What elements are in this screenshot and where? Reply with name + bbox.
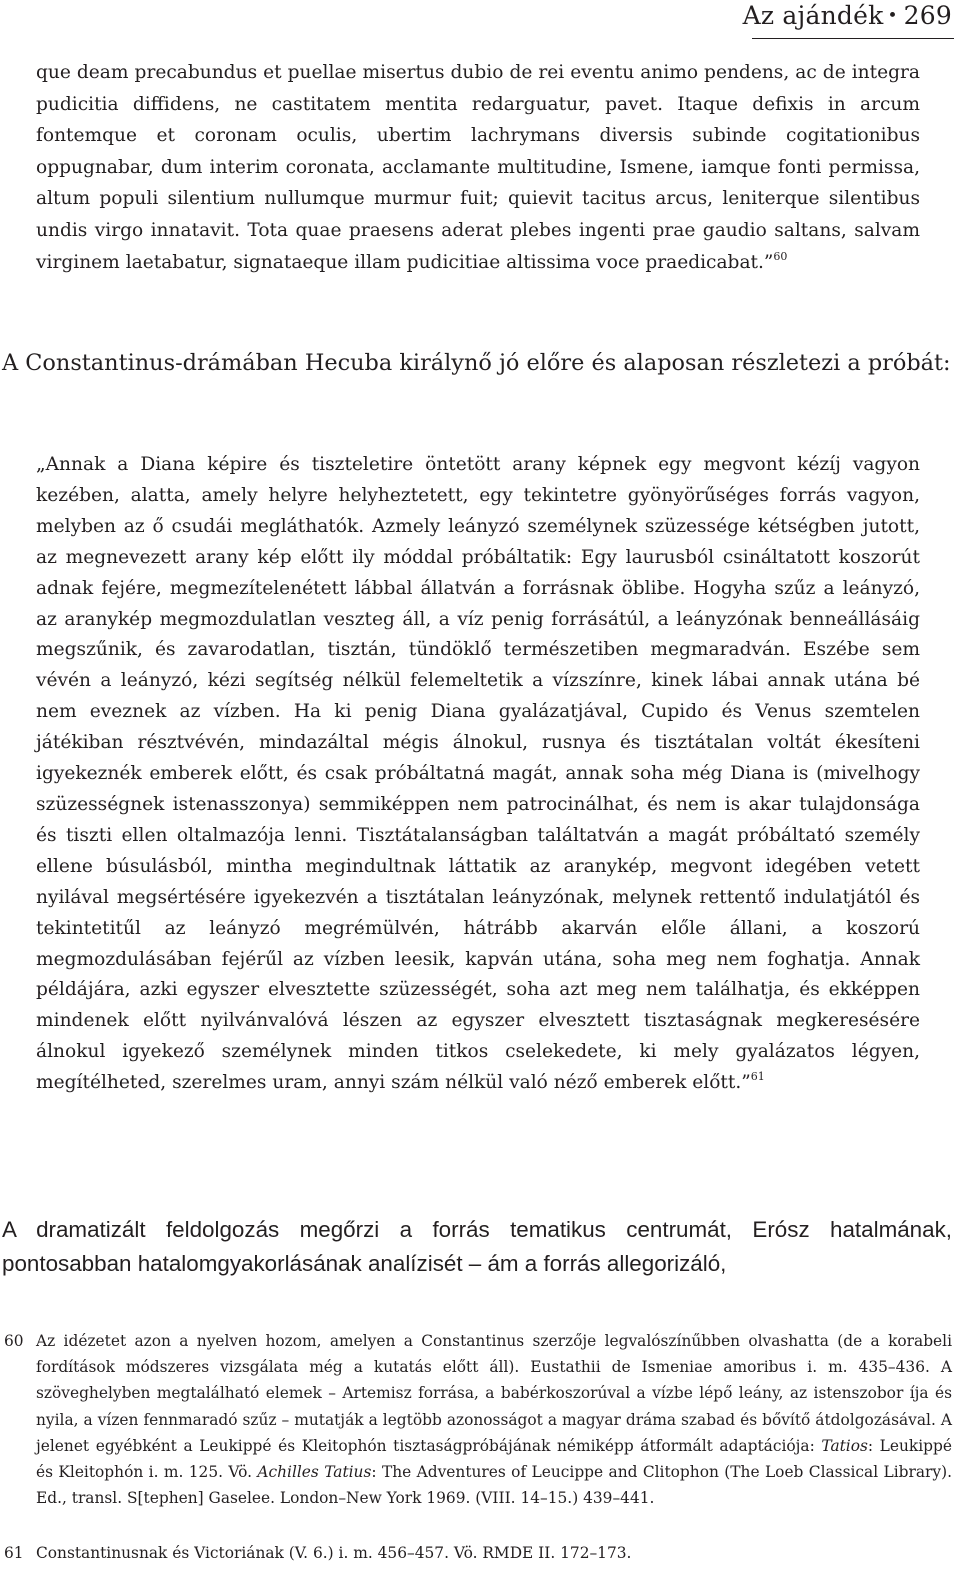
page-number: 269 [903,1,952,30]
footnote-60 [0,1328,952,1511]
section-title: Az ajándék [742,1,884,30]
footnote-text [36,1328,952,1511]
body-paragraph-1 [2,347,952,381]
header-rule [752,38,954,39]
footnote-ref-61[interactable]: 61 [750,1070,765,1084]
footnote-text-part: Az idézetet azon a nyelven hozom, amelyen a Constantinus szerzője legvalószínűbben olvashatta (de a korabeli fordítások módszeres vizsgálata még a kutatás előtt áll). Eustathii de Ismeniae amoribus i. m. 435–436. A szöveghelyben megtalálható elemek – Artemisz forrása, a babérkoszorúval a vízbe lépő leány, az istenszobor íja és nyila, a vízen fennmaradó szűz – mutatják a legtöbb azonosságot a magyar dráma szabad és bővítő átdolgozásával. A jelenet egyébként a Leukippé és Kleitophón tisztaságpróbájának némiképp átformált adaptációja: [36,1332,952,1455]
footnote-number: 60 [4,1332,24,1350]
footnote-number: 61 [4,1544,24,1562]
bullet-separator: • [887,6,898,26]
hungarian-quote-text: „Annak a Diana képire és tiszteletire öntetött arany képnek egy megvont kézíj vagyon kezében, alatta, amely helyre helyheztetett, egy tekintetre gyönyörűséges forrás vagyon, melyben az ő csudái megláthatók. Azmely leányzó személynek szüzessége kétségben jutott, az megnevezett arany kép előtt ily móddal próbáltatik: Egy laurusból csináltatott koszorút adnak fejére, megmezítelenétett lábbal állatván a forrásnak öblibe. Hogyha szűz a leányzó, az aranykép megmozdulatlan veszteg áll, a víz penig forrásátúl, a leányzónak benneállásáig megszűnik, és zavarodatlan, tisztán, tündöklő természetiben megmaradván. Eszébe sem vévén a leányzó, kézi segítség nélkül felemeltetik a vízszínre, kinek lábai annak utána bé nem eveznek az vízben. Ha ki penig Diana gyalázatjával, Cupido és Venus szemtelen játékiban résztvévén, mindazáltal mégis álnokul, rusnya és tisztátalan voltát ékesíteni igyekeznék emberek előtt, és csak próbáltatná magát, annak soha még Diana is (mivelhogy szüzességnek istenasszonya) semmiképpen nem patrocinálhat, és nem is akar tulajdonsága és tiszti ellen oltalmazója lenni. Tisztátalanságban találtatván a magát próbáltató személy ellene búsulásból, mintha megindultnak láttatik az aranykép, megvont idegében vetett nyilával megsértésére igyekezvén a tisztátalan leányzónak, melynek rettentő indulatjától és tekintetitűl az leányzó megrémülvén, hátrább akarván előle állani, a koszorú megmozdulásában fejérűl az vízben leesik, kapván utána, soha meg nem foghatja. Annak példájára, azki egyszer elvesztette szüzességét, soha azt meg nem találhatja, és ekképpen mindenek előtt nyilvánvalóvá lészen az egyszer elvesztett tisztaságnak megkeresésére álnokul igyekező személynek minden titkos cselekedete, ki mely gyalázatos légyen, megítélheted, szerelmes uram, annyi szám nélkül való néző emberek előtt.” [36,454,920,1094]
latin-quote-text: que deam precabundus et puellae misertus dubio de rei eventu animo pendens, ac de integra pudicitia diffidens, ne castitatem mentita redarguatur, pavet. Itaque defixis in arcum fontemque et coronam oculis, ubertim lachrymans diversis subinde cogitationibus oppugnabar, dum interim coronata, acclamante multitudine, Ismene, iamque fonti permissa, altum populi silentium nullumque murmur fuit; quievit tacitus arcus, leniterque silentibus undis virgo innatavit. Tota quae praesens aderat plebes ingenti prae gaudio saltans, salvam virginem laetabatur, signataeque illam pudicitiae altissima voce praedicabat.” [36,62,920,273]
hungarian-quote [36,450,920,1099]
footnote-italic-author: Achilles Tatius [257,1463,372,1482]
footnote-text-part: : The Adventures of Leucippe and Clitophon (The Loeb Classical Library). Ed., transl. S[tephen] Gaselee. London–New York 1969. (VIII. 14–15.) 439–441. [36,1463,952,1508]
footnote-italic-author: Tatios [821,1436,868,1455]
footnote-ref-60[interactable]: 60 [773,249,788,263]
footnote-text: Constantinusnak és Victoriának (V. 6.) i. m. 456–457. Vö. RMDE II. 172–173. [36,1544,632,1562]
latin-quote [36,57,920,278]
footnote-text-part: : Leukippé és Kleitophón i. m. 125. Vö. [36,1436,952,1482]
body-paragraph-2-text: A dramatizált feldolgozás megőrzi a forrás tematikus centrumát, Erósz hatalmának, pontosabban hatalomgyakorlásának analízisét – ám a forrás allegorizáló, [2,1217,952,1276]
running-header [743,0,952,32]
footnote-61 [0,1540,952,1566]
body-paragraph-1-text: A Constantinus-drámában Hecuba királynő jó előre és alaposan részletezi a próbát: [2,350,951,376]
body-paragraph-2 [2,1213,952,1280]
